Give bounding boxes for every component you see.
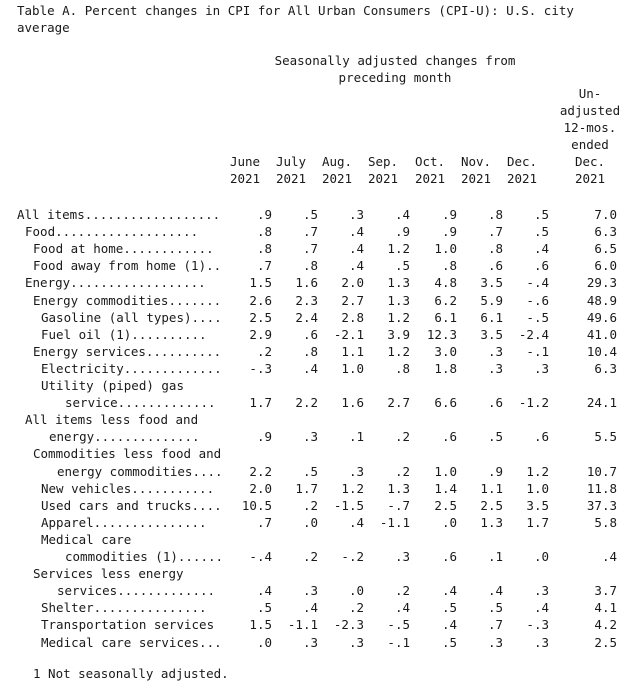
cell-value: .9	[441, 207, 457, 222]
cell-value: .9	[394, 224, 410, 240]
table-row	[0, 343, 634, 360]
cell-value: 2.5	[434, 497, 457, 513]
seasonally-adjusted-header: Seasonally adjusted changes from preceding month	[274, 53, 516, 85]
cell-value: 1.7	[249, 395, 272, 411]
cell-value: .5	[302, 463, 318, 479]
cell-value: 3.9	[387, 326, 410, 342]
cell-value: 1.2	[387, 241, 410, 257]
cell-value: 1.7	[295, 480, 318, 496]
cell-value: .4	[487, 583, 503, 599]
cell-value: .4	[302, 360, 318, 376]
row-label: All items less food and	[25, 412, 199, 428]
cell-value: 4.1	[594, 600, 617, 616]
cell-value: .4	[348, 241, 364, 257]
row-label: Energy commodities.......	[33, 292, 222, 308]
cell-value: .5	[256, 600, 272, 616]
cell-value: .3	[487, 360, 503, 376]
cell-value: 6.1	[434, 309, 457, 325]
row-label: Energy..................	[25, 275, 206, 291]
cell-value: .3	[348, 634, 364, 650]
cell-value: .9	[256, 429, 272, 445]
cell-value: 1.7	[526, 514, 549, 530]
cell-value: .2	[394, 463, 410, 479]
row-label: New vehicles...........	[41, 480, 215, 496]
cell-value: .8	[256, 224, 272, 240]
table-row	[0, 445, 634, 462]
cell-value: .4	[394, 207, 410, 222]
row-label: Medical care services...	[41, 634, 222, 650]
table-row	[0, 548, 634, 565]
cell-value: .2	[302, 549, 318, 564]
cell-value: 2.9	[249, 326, 272, 342]
cell-value: -.5	[387, 617, 410, 633]
cell-value: .4	[348, 224, 364, 240]
row-label: Gasoline (all types)....	[41, 309, 222, 325]
cell-value: 6.6	[434, 395, 457, 411]
cell-value: 2.5	[594, 634, 617, 650]
cell-value: 1.3	[387, 292, 410, 308]
cell-value: .3	[533, 583, 549, 599]
table-row	[0, 377, 634, 394]
cell-value: 2.5	[249, 309, 272, 325]
cell-value: .7	[256, 514, 272, 530]
column-header: Sep. 2021	[367, 154, 399, 186]
cell-value: 6.3	[594, 360, 617, 376]
cell-value: 6.2	[434, 292, 457, 308]
row-label: Fuel oil (1)..........	[41, 326, 207, 342]
cell-value: 6.1	[480, 309, 503, 325]
cell-value: 12.3	[426, 326, 457, 342]
cell-value: 3.5	[526, 497, 549, 513]
table-row	[0, 616, 634, 633]
cell-value: .0	[302, 514, 318, 530]
column-header: Oct. 2021	[414, 154, 446, 186]
cell-value: 4.8	[434, 275, 457, 291]
cell-value: .3	[487, 343, 503, 359]
cell-value: 1.4	[434, 480, 457, 496]
row-label: Food at home............	[33, 241, 214, 257]
row-label: energy..............	[49, 429, 200, 445]
cell-value: -.2	[341, 549, 364, 564]
cell-value: -2.1	[333, 326, 364, 342]
cell-value: .8	[487, 207, 503, 222]
row-label: services.............	[57, 583, 216, 599]
cell-value: 3.0	[434, 343, 457, 359]
cell-value: .9	[256, 207, 272, 222]
cell-value: .7	[487, 224, 503, 240]
cell-value: 1.0	[434, 463, 457, 479]
table-row	[0, 257, 634, 274]
table-row	[0, 326, 634, 343]
cell-value: .4	[348, 514, 364, 530]
cell-value: .0	[441, 514, 457, 530]
table-row	[0, 428, 634, 445]
table-row	[0, 240, 634, 257]
cell-value: .5	[302, 207, 318, 222]
cell-value: .4	[533, 600, 549, 616]
cell-value: 6.0	[594, 258, 617, 274]
row-label: commodities (1)......	[65, 549, 224, 564]
cell-value: .4	[302, 600, 318, 616]
row-label: Utility (piped) gas	[41, 378, 184, 393]
cell-value: .5	[487, 429, 503, 445]
cell-value: .4	[533, 241, 549, 257]
cell-value: -.3	[249, 360, 272, 376]
table-title: Table A. Percent changes in CPI for All Urban Consumers (CPI-U): U.S. city average	[17, 3, 582, 35]
row-label: Used cars and trucks....	[41, 497, 222, 513]
row-label: Transportation services	[41, 617, 215, 633]
cell-value: .3	[533, 360, 549, 376]
cell-value: 1.1	[480, 480, 503, 496]
cell-value: .4	[394, 600, 410, 616]
cell-value: 5.9	[480, 292, 503, 308]
cell-value: .5	[533, 207, 549, 222]
cell-value: 3.5	[480, 326, 503, 342]
cell-value: -.1	[526, 343, 549, 359]
cell-value: -.3	[526, 617, 549, 633]
row-label: Energy services..........	[33, 343, 222, 359]
cell-value: .4	[348, 258, 364, 274]
cell-value: 6.5	[594, 241, 617, 257]
cell-value: 5.5	[594, 429, 617, 445]
table-row	[0, 599, 634, 616]
cell-value: .0	[533, 549, 549, 564]
cell-value: 2.2	[249, 463, 272, 479]
cell-value: .5	[533, 224, 549, 240]
row-label: Medical care	[41, 531, 132, 547]
table-row	[0, 514, 634, 531]
table-row	[0, 480, 634, 497]
cell-value: -.4	[249, 549, 272, 564]
cell-value: -1.5	[333, 497, 364, 513]
cell-value: .2	[348, 600, 364, 616]
cell-value: .9	[487, 463, 503, 479]
cell-value: 2.5	[480, 497, 503, 513]
cell-value: 1.3	[387, 275, 410, 291]
table-row	[0, 565, 634, 582]
cell-value: 1.3	[480, 514, 503, 530]
cell-value: 11.8	[586, 480, 617, 496]
column-header: Nov. 2021	[460, 154, 492, 186]
cell-value: 1.3	[387, 480, 410, 496]
cell-value: 1.6	[341, 395, 364, 411]
cell-value: .8	[441, 258, 457, 274]
cell-value: 2.0	[249, 480, 272, 496]
cell-value: 5.8	[594, 514, 617, 530]
cell-value: 2.6	[249, 292, 272, 308]
cell-value: .1	[348, 429, 364, 445]
cell-value: 48.9	[586, 292, 617, 308]
cell-value: 24.1	[586, 395, 617, 411]
cell-value: .4	[441, 583, 457, 599]
cell-value: .6	[533, 429, 549, 445]
cell-value: .7	[487, 617, 503, 633]
cell-value: .4	[256, 583, 272, 599]
cell-value: .9	[441, 224, 457, 240]
column-header: Dec. 2021	[506, 154, 538, 186]
cell-value: 2.4	[295, 309, 318, 325]
cell-value: 2.2	[295, 395, 318, 411]
row-label: energy commodities....	[57, 463, 223, 479]
cell-value: .7	[302, 224, 318, 240]
column-header: July 2021	[275, 154, 307, 186]
cell-value: -.7	[387, 497, 410, 513]
cell-value: -2.3	[333, 617, 364, 633]
cell-value: .3	[533, 634, 549, 650]
cell-value: .7	[302, 241, 318, 257]
cell-value: .2	[302, 497, 318, 513]
cell-value: .4	[441, 617, 457, 633]
cell-value: .3	[302, 634, 318, 650]
cell-value: .0	[256, 634, 272, 650]
table-row	[0, 463, 634, 480]
table-row	[0, 309, 634, 326]
cell-value: .3	[487, 634, 503, 650]
row-label: Apparel...............	[41, 514, 207, 530]
cell-value: -.4	[526, 275, 549, 291]
cell-value: -1.1	[287, 617, 318, 633]
cell-value: .6	[441, 549, 457, 564]
cell-value: 10.7	[586, 463, 617, 479]
row-label: Commodities less food and	[33, 446, 222, 462]
cell-value: .5	[441, 634, 457, 650]
row-label: Shelter...............	[41, 600, 207, 616]
cell-value: 7.0	[594, 207, 617, 222]
table-row	[0, 223, 634, 240]
cell-value: 2.8	[341, 309, 364, 325]
cell-value: .2	[394, 583, 410, 599]
table-row	[0, 411, 634, 428]
cell-value: -.1	[387, 634, 410, 650]
cell-value: 1.2	[387, 309, 410, 325]
cell-value: .5	[441, 600, 457, 616]
table-row	[0, 292, 634, 309]
cell-value: 37.3	[586, 497, 617, 513]
row-label: Electricity.............	[41, 360, 222, 376]
cell-value: .8	[487, 241, 503, 257]
cell-value: 10.4	[586, 343, 617, 359]
cell-value: .3	[348, 463, 364, 479]
cell-value: 2.7	[341, 292, 364, 308]
cell-value: .3	[302, 429, 318, 445]
cell-value: 1.2	[526, 463, 549, 479]
cell-value: .6	[487, 395, 503, 411]
cell-value: 49.6	[586, 309, 617, 325]
row-label: All items..................	[17, 207, 221, 222]
cell-value: 3.5	[480, 275, 503, 291]
cell-value: 4.2	[594, 617, 617, 633]
cell-value: .4	[601, 549, 617, 564]
row-label: service.............	[65, 395, 216, 411]
cell-value: .7	[256, 258, 272, 274]
cell-value: .5	[394, 258, 410, 274]
cell-value: .3	[348, 207, 364, 222]
cell-value: -2.4	[518, 326, 549, 342]
column-header: June 2021	[229, 154, 261, 186]
cell-value: .2	[256, 343, 272, 359]
table-row	[0, 206, 634, 223]
row-label: Food...................	[25, 224, 199, 240]
cell-value: -.6	[526, 292, 549, 308]
row-label: Food away from home (1)..	[33, 258, 222, 274]
table-row	[0, 360, 634, 377]
cell-value: 1.5	[249, 617, 272, 633]
footnote: 1 Not seasonally adjusted.	[33, 666, 229, 681]
table-row	[0, 634, 634, 651]
cell-value: -.5	[526, 309, 549, 325]
cell-value: .3	[302, 583, 318, 599]
table-row	[0, 497, 634, 514]
cell-value: .3	[394, 549, 410, 564]
cell-value: 29.3	[586, 275, 617, 291]
table-row	[0, 531, 634, 548]
cell-value: 1.8	[434, 360, 457, 376]
cell-value: 3.7	[594, 583, 617, 599]
cell-value: .8	[302, 343, 318, 359]
cell-value: 1.6	[295, 275, 318, 291]
cell-value: 2.7	[387, 395, 410, 411]
cell-value: 1.1	[341, 343, 364, 359]
cell-value: .8	[302, 258, 318, 274]
cell-value: 1.0	[434, 241, 457, 257]
cell-value: 1.2	[341, 480, 364, 496]
cell-value: .6	[441, 429, 457, 445]
cell-value: 2.0	[341, 275, 364, 291]
cell-value: .8	[256, 241, 272, 257]
cell-value: .2	[394, 429, 410, 445]
table-row	[0, 582, 634, 599]
cell-value: -1.2	[518, 395, 549, 411]
table-row	[0, 274, 634, 291]
cell-value: .0	[348, 583, 364, 599]
cell-value: .1	[487, 549, 503, 564]
cell-value: .6	[302, 326, 318, 342]
cell-value: 6.3	[594, 224, 617, 240]
cell-value: 1.0	[526, 480, 549, 496]
cell-value: 1.5	[249, 275, 272, 291]
cell-value: 41.0	[586, 326, 617, 342]
cell-value: .6	[487, 258, 503, 274]
cell-value: .8	[394, 360, 410, 376]
table-row	[0, 394, 634, 411]
cell-value: 10.5	[241, 497, 272, 513]
cell-value: .5	[487, 600, 503, 616]
cell-value: 2.3	[295, 292, 318, 308]
column-header: Aug. 2021	[321, 154, 353, 186]
column-header: Un- adjusted 12-mos. ended Dec. 2021	[559, 86, 621, 186]
cell-value: 1.0	[341, 360, 364, 376]
cell-value: -1.1	[379, 514, 410, 530]
cell-value: 1.2	[387, 343, 410, 359]
row-label: Services less energy	[33, 566, 184, 582]
cell-value: .6	[533, 258, 549, 274]
